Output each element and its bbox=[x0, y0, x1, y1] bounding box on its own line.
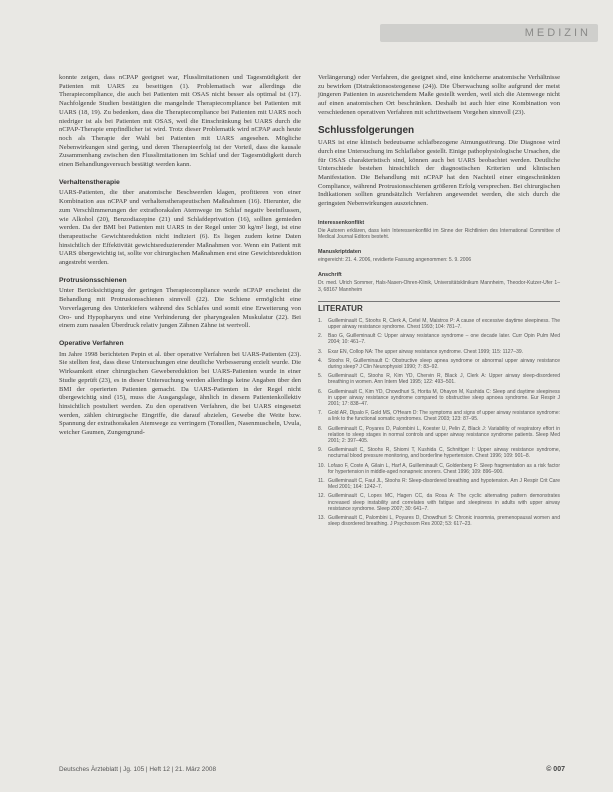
reference-item bbox=[318, 515, 560, 527]
reference-text: Guilleminault C, Stoohs R, Shiomi T, Kushida C, Schnittger I: Upper airway resistance syndrome, nocturnal blood pressure monitoring, and borderline hypertension. Chest 1996; 109: 901–8. bbox=[328, 447, 560, 460]
info-text: eingereicht: 21. 4. 2006, revidierte Fassung angenommen: 5. 9. 2006 bbox=[318, 257, 472, 264]
reference-text: Bao G, Guilleminault C: Upper airway resistance syndrome – one decade later. Curr Opin Pulm Med 2004; 10: 461–7. bbox=[328, 333, 560, 346]
reference-number: 12. bbox=[318, 493, 325, 500]
reference-item bbox=[318, 478, 560, 490]
reference-text: Gold AR, Dipalo F, Gold MS, O'Hearn D: The symptoms and signs of upper airway resistance syndrome: a link to the functional somatic syndromes. Chest 2003; 123: 87–95. bbox=[328, 410, 560, 423]
section-heading: Protrusionsschienen bbox=[59, 276, 127, 284]
reference-item bbox=[318, 358, 560, 370]
body-paragraph: Verlängerung) oder Verfahren, die geeignet sind, eine knöcherne anatomische Verhältnisse zu bewirken (Distraktionsosteogenese (24)). Die Überwachung sollte aufgrund der meist jüngeren Patienten in ausreichendem Maße gestellt werden, weil sich die Atemwege nicht auf einen anatomischen Ort beschränken. Deshalb ist auch hier eine Kombination von verschiedenen operativen Verfahren mit schrittweisem Vorgehen sinnvoll (23). bbox=[318, 74, 560, 116]
literature-box bbox=[318, 301, 560, 527]
reference-number: 7. bbox=[318, 410, 323, 417]
info-title: Interessenkonflikt bbox=[318, 219, 365, 226]
reference-text: Guilleminault C, Stoohs R, Clerk A, Cetel M, Maistros P: A cause of excessive daytime sleepiness. The upper airway resistance syndrome. Chest 1993; 104: 781–7. bbox=[328, 317, 560, 330]
reference-number: 2. bbox=[318, 333, 323, 340]
reference-item bbox=[318, 447, 560, 459]
reference-text: Guilleminault C, Stoohs R, Kim YD, Chervin R, Black J, Clerk A: Upper airway sleep-disordered breathing in women. Ann Intern Med 1995; 122: 493–501. bbox=[328, 373, 560, 386]
body-paragraph: Im Jahre 1998 berichteten Pepin et al. über operative Verfahren bei UARS-Patienten (23). Sie stellten fest, dass diese Untersuchungen eine deutliche Verbesserung erzielt wurde. Die Wirksamkeit einer chirurgischen Gewebereduktion bei UARS-Patienten wurde in einer Studie geprüft (23), es in dieser Untersuchung werden allerdings keine Angaben über den BMI der operierten Patienten gemacht. Da UARS-Patienten in der Regel nicht übergewichtig sind (15), muss die Ausgangslage, ähnlich in diesem Patientenkollektiv hinsichtlich postuliert werden. Zu den operativen Verfahren, die bei UARS eingesetzt werden, zählen chirurgische Eingriffe, die darauf abzielen, Gewebe die Weite bzw. Spannung der extrathorakalen Atemwege zu verringern (Tonsillen, Nasenmuscheln, Uvula, weicher Gaumen, Zungengrund- bbox=[59, 350, 301, 437]
reference-number: 3. bbox=[318, 348, 323, 355]
conclusion-paragraph: UARS ist eine klinisch bedeutsame schlafbezogene Atmungsstörung. Die Diagnose wird durch eine Untersuchung im Schlaflabor gestellt. Einige pathophysiologische Ursachen, die für OSAS charakteristisch sind, können auch bei UARS beobachtet werden. Deutliche Unterschiede bestehen hinsichtlich der diagnostischen Kriterien und klinischen Manifestation. Die Behandlung mit nCPAP hat den Nachteil einer eingeschränkten Compliance, während Protrusionsschienen größeren Erfolg versprechen. Bei chirurgischen Indikationen sollten grundsätzlich Verfahren angewendet werden, die sich durch die geringsten Nebenwirkungen auszeichnen. bbox=[318, 139, 560, 208]
reference-text: Guilleminault C, Poyares D, Palombini L, Koester U, Pelin Z, Black J: Variability of respiratory effort in relation to sleep stages in normal controls and upper airway resistance syndrome patients. Sleep Med 2001; 2: 397–405. bbox=[328, 425, 560, 444]
reference-number: 8. bbox=[318, 425, 323, 432]
info-title: Manuskriptdaten bbox=[318, 249, 362, 256]
reference-text: Guilleminault C, Palombini L, Poyares D, Chowdhuri S: Chronic insomnia, premenopausal women and sleep disordered breathing. J Psychosom Res 2002; 53: 617–23. bbox=[328, 514, 560, 528]
reference-number: 11. bbox=[318, 477, 325, 484]
reference-number: 13. bbox=[318, 514, 325, 521]
section-heading: Verhaltenstherapie bbox=[59, 178, 120, 186]
reference-item bbox=[318, 410, 560, 422]
right-column bbox=[318, 74, 560, 530]
body-paragraph: UARS-Patienten, die über anatomische Beschwerden klagen, profitieren von einer Kombination aus nCPAP und verhaltenstherapeutischen Maßnahmen (16). Hierunter, die zum Verschlimmerungen der extrathorakalen Atemwege im Schlaf negativ beeinflussen, wie Alkohol (20), Benzodiazepine (21) und Schlafdeprivation (16), sollten gemieden werden. Da der BMI bei Patienten mit UARS in der Regel unter 30 kg/m² liegt, ist eine therapeutische Gewichtsreduktion nicht indiziert (6). Es liegen zudem keine Daten hinsichtlich der Effektivität gewichtsreduzierender Maßnahmen vor. Wenn ein Patient mit UARS übergewichtig ist, sollte vor chirurgischen Maßnahmen erst eine Gewichtsreduktion angestrebt werden. bbox=[59, 189, 301, 267]
reference-item bbox=[318, 318, 560, 330]
section-label: MEDIZIN bbox=[524, 27, 591, 39]
reference-text: Exar EN, Collop NA: The upper airway resistance syndrome. Chest 1999; 115: 1127–39. bbox=[328, 348, 524, 355]
reference-text: Guilleminault C, Lopes MC, Hagen CC, da Rosa A: The cyclic alternating pattern demonstrates increased sleep instability and correlates with fatigue and sleepiness in adults with upper airway resistance syndrome. Sleep 2007; 30: 641–7. bbox=[328, 493, 560, 512]
info-text: Dr. med. Ulrich Sommer, Hals-Nasen-Ohren-Klinik, Universitätsklinikum Mannheim, Theodor-Kutzer-Ufer 1–3, 68167 Mannheim bbox=[318, 280, 560, 293]
body-paragraph: konnte zeigen, dass nCPAP geeignet war, Flusslimitationen und Tagesmüdigkeit der Patienten mit UARS zu beseitigen (1). Problematisch war allerdings die Therapiecompliance, die auch bei Patienten mit OSAS nicht besser als optimal ist (17). Nachfolgende Studien bestätigten die mangelnde Therapiecompliance bei Patienten mit UARS (18, 19). Zu bedenken, dass die Therapiecompliance bei Patienten mit UARS noch niedriger ist als bei Patienten mit OSAS, weil die Einschränkung bei UARS durch die nCPAP-Therapie empfindlicher ist wird. Trotz dieser Problematik wird nCPAP auch heute noch als Therapie der Wahl bei Patienten mit UARS angesehen. Mögliche Nebenwirkungen sind gering, und deren Therapieerfolg ist der Vorteil, dass die kausale Zusammenhang zwischen den Flusslimitationen im Schlaf und der Tagesmüdigkeit durch einen Behandlungsversuch bestätigt werden kann. bbox=[59, 74, 301, 169]
reference-text: Lofaso F, Coste A, Gilain L, Harf A, Guilleminault C, Goldenberg F: Sleep fragmentation as a risk factor for hypertension in middle-aged nonapneic snorers. Chest 1996; 109: 896–900. bbox=[328, 462, 560, 475]
reference-item bbox=[318, 426, 560, 445]
reference-item bbox=[318, 349, 560, 355]
reference-number: 6. bbox=[318, 388, 323, 395]
reference-number: 1. bbox=[318, 317, 323, 324]
reference-item bbox=[318, 373, 560, 385]
reference-item bbox=[318, 493, 560, 512]
reference-number: 9. bbox=[318, 447, 323, 454]
info-box bbox=[318, 219, 560, 293]
section-heading: Operative Verfahren bbox=[59, 339, 124, 347]
reference-text: Stoohs R, Guilleminault C: Obstructive sleep apnea syndrome or abnormal upper airway resistance during sleep? J Clin Neurophysiol 1990; 7: 83–92. bbox=[328, 357, 560, 370]
reference-item bbox=[318, 333, 560, 345]
conclusion-heading: Schlussfolgerungen bbox=[318, 124, 415, 136]
left-column bbox=[59, 74, 301, 447]
footer-page-number: © 007 bbox=[546, 766, 565, 773]
reference-number: 4. bbox=[318, 357, 323, 364]
body-paragraph: Unter Berücksichtigung der geringen Therapiecompliance wurde nCPAP erscheint die Behandlung mit Protrusionsschienen sinnvoll (22). Die Schiene ermöglicht eine Vorverlagerung des Unterkiefers während des Schlafes und somit eine Erweiterung von Oro- und Hypopharynx und eine Verhinderung der pharyngealen Muskulatur (22). Bei einem zum nasalen Überdruck relativ jungen Zähnen Zähne ist wertvoll. bbox=[59, 287, 301, 330]
reference-text: Guilleminault C, Kim YD, Chowdhuri S, Horita M, Ohayon M, Kushida C: Sleep and daytime sleepiness in upper airway resistance syndrome compared to obstructive sleep apnoea syndrome. Eur Respir J 2001; 17: 838–47. bbox=[328, 388, 560, 407]
literature-heading: LITERATUR bbox=[318, 303, 363, 313]
reference-item bbox=[318, 463, 560, 475]
info-text: Die Autoren erklären, dass kein Interessenkonflikt im Sinne der Richtlinien des International Committee of Medical Journal Editors besteht. bbox=[318, 227, 560, 240]
reference-number: 10. bbox=[318, 462, 325, 469]
footer-journal-info: Deutsches Ärzteblatt | Jg. 105 | Heft 12 | 21. März 2008 bbox=[59, 766, 217, 773]
reference-item bbox=[318, 389, 560, 408]
info-title: Anschrift bbox=[318, 272, 342, 279]
reference-text: Guilleminault C, Faul JL, Stoohs R: Sleep-disordered breathing and hypotension. Am J Respir Crit Care Med 2001; 164: 1242–7. bbox=[328, 477, 560, 491]
reference-number: 5. bbox=[318, 373, 323, 380]
